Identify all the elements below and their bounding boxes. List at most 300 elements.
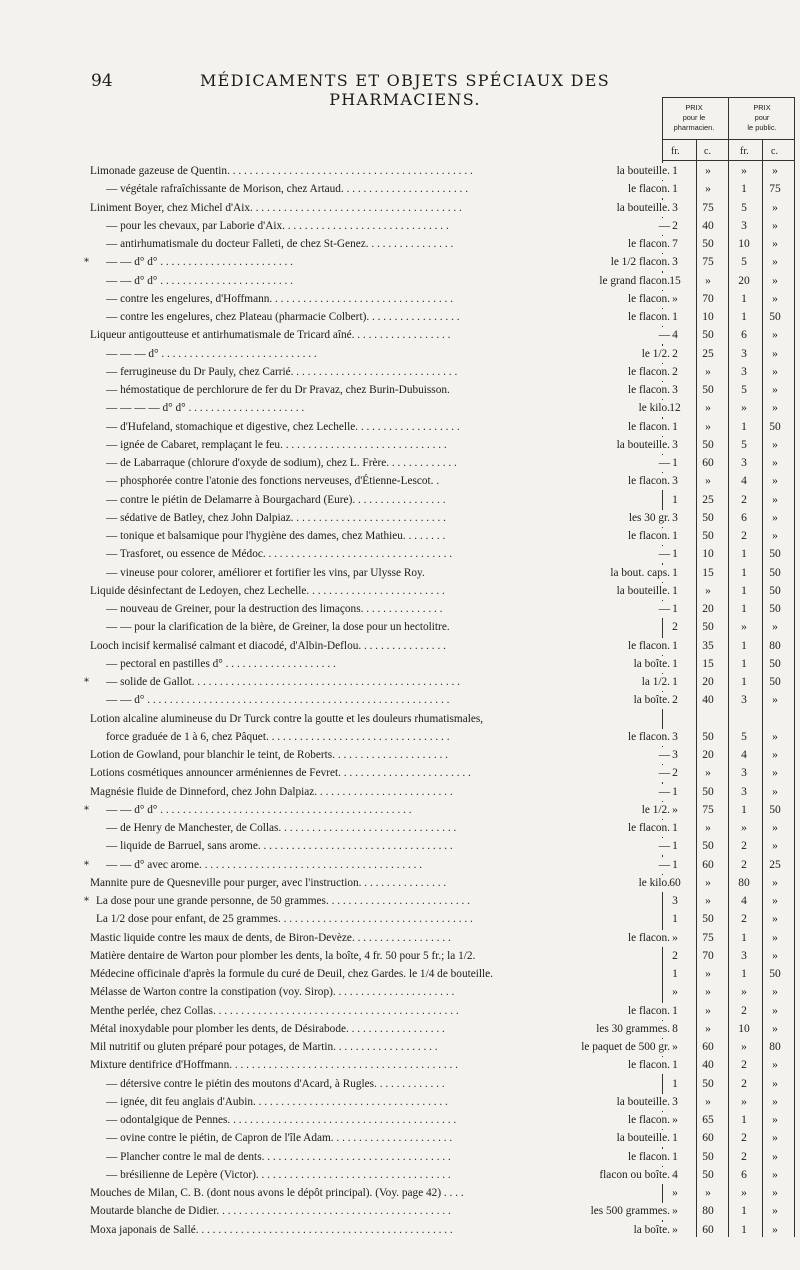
item-description: — brésilienne de Lepère (Victor). . . . . . . . . . . . . . . . . . . . . . . . . . . . . . . . . . . bbox=[106, 1168, 451, 1181]
item-description: Mil nutritif ou gluten préparé pour potages, de Martin. . . . . . . . . . . . . . . . . . . bbox=[90, 1041, 438, 1053]
item-description: Magnésie fluide de Dinneford, chez John Dalpiaz. . . . . . . . . . . . . . . . . . . . . . . . . bbox=[90, 785, 453, 798]
price-public-centimes: » bbox=[772, 256, 778, 269]
list-item bbox=[90, 1185, 795, 1202]
price-pharmacist-francs: 8 bbox=[672, 1022, 678, 1035]
price-public-francs: » bbox=[741, 822, 747, 834]
item-description: Mannite pure de Quesneville pour purger, avec l'instruction. . . . . . . . . . . . . . . . bbox=[90, 876, 447, 889]
list-item bbox=[84, 893, 795, 910]
price-pharmacist-francs: 1 bbox=[672, 548, 678, 561]
price-public-centimes: » bbox=[772, 292, 778, 305]
price-pharmacist-francs: 3 bbox=[672, 475, 678, 488]
list-item bbox=[84, 802, 795, 819]
item-description: Lotions cosmétiques announcer arméniennes de Fevret. . . . . . . . . . . . . . . . . . . . . . . . bbox=[90, 767, 471, 780]
list-item bbox=[90, 1057, 795, 1074]
price-public-centimes: » bbox=[772, 511, 778, 524]
price-pharmacist-francs: 1 bbox=[672, 913, 678, 926]
item-description: — ignée, dit feu anglais d'Aubin. . . . . . . . . . . . . . . . . . . . . . . . . . . . . . . . . . . bbox=[106, 1095, 448, 1108]
item-description: — contre les engelures, chez Plateau (pharmacie Colbert). . . . . . . . . . . . . . . . . bbox=[106, 311, 460, 323]
price-public-centimes: » bbox=[772, 1132, 778, 1145]
item-description: — sédative de Batley, chez John Dalpiaz. . . . . . . . . . . . . . . . . . . . . . . . . . . . bbox=[106, 511, 446, 524]
price-public-centimes: » bbox=[772, 913, 778, 926]
price-public-francs: 6 bbox=[741, 1168, 747, 1181]
asterisk-mark: * bbox=[84, 804, 89, 816]
price-pharmacist-francs: 1 bbox=[672, 1059, 678, 1072]
pharmacist-price-header bbox=[662, 97, 726, 139]
price-pharmacist-centimes: 50 bbox=[702, 913, 714, 926]
item-unit: la bouteille. bbox=[614, 1130, 670, 1147]
price-pharmacist-francs: 3 bbox=[672, 749, 678, 761]
item-unit: le flacon. bbox=[625, 820, 670, 837]
price-pharmacist-centimes: 65 bbox=[702, 1114, 714, 1126]
price-pharmacist-francs: » bbox=[672, 1041, 678, 1053]
price-public-centimes: 80 bbox=[769, 1041, 781, 1053]
price-public-centimes: 50 bbox=[769, 603, 781, 615]
price-public-centimes: » bbox=[772, 165, 778, 177]
item-unit: la 1/2. bbox=[639, 674, 670, 691]
item-description: Liniment Boyer, chez Michel d'Aix. . . . . . . . . . . . . . . . . . . . . . . . . . . . . . . . . . . . . . bbox=[90, 201, 462, 214]
list-item bbox=[90, 1039, 795, 1056]
price-pharmacist-centimes: 50 bbox=[702, 511, 714, 524]
price-public-francs: 2 bbox=[741, 858, 747, 871]
list-item bbox=[90, 692, 795, 709]
price-public-centimes: » bbox=[772, 694, 778, 707]
price-pharmacist-centimes: 50 bbox=[702, 1077, 714, 1090]
price-pharmacist-centimes: » bbox=[705, 420, 711, 433]
item-unit: le flacon. bbox=[625, 291, 670, 308]
item-unit: le flacon. bbox=[625, 930, 670, 947]
price-public-centimes: » bbox=[772, 1114, 778, 1126]
price-pharmacist-francs: 1 bbox=[672, 183, 678, 196]
price-public-centimes: » bbox=[772, 402, 778, 415]
item-description: Looch incisif kermalisé calmant et diacodé, d'Albin-Deflou. . . . . . . . . . . . . . . . bbox=[90, 639, 446, 652]
item-description: — tonique et balsamique pour l'hygiène des dames, chez Mathieu. . . . . . . . bbox=[106, 530, 446, 542]
item-description: Lotion de Gowland, pour blanchir le teint, de Roberts. . . . . . . . . . . . . . . . . . . . . bbox=[90, 749, 448, 761]
price-pharmacist-centimes: 25 bbox=[702, 493, 714, 506]
price-public-centimes: » bbox=[772, 785, 778, 798]
price-public-francs: 2 bbox=[741, 1059, 747, 1072]
price-public-centimes: » bbox=[772, 384, 778, 396]
price-pharmacist-francs: 3 bbox=[672, 1095, 678, 1108]
price-public-francs: 5 bbox=[741, 256, 747, 269]
item-unit: le flacon. bbox=[625, 528, 670, 545]
item-description: — — d° d° . . . . . . . . . . . . . . . . . . . . . . . . . . . . . . . . . . . . . . . . . . . . . bbox=[106, 803, 412, 816]
price-public-centimes: » bbox=[772, 457, 778, 469]
price-public-centimes: » bbox=[772, 822, 778, 834]
price-pharmacist-centimes: 40 bbox=[702, 1059, 714, 1072]
price-pharmacist-francs: 1 bbox=[672, 584, 678, 597]
item-description: Moxa japonais de Sallé. . . . . . . . . . . . . . . . . . . . . . . . . . . . . . . . . . . . . . . . . . . . . . bbox=[90, 1223, 453, 1236]
item-description: — végétale rafraîchissante de Morison, chez Artaud. . . . . . . . . . . . . . . . . . . . . . . bbox=[106, 183, 469, 196]
item-description: — détersive contre le piétin des moutons d'Acard, à Rugles. . . . . . . . . . . . . bbox=[106, 1077, 445, 1090]
list-item bbox=[90, 546, 795, 563]
item-description: — de Labarraque (chlorure d'oxyde de sodium), chez L. Frère. . . . . . . . . . . . . bbox=[106, 457, 457, 469]
unit-centime-pharmacist: c. bbox=[704, 146, 711, 157]
price-public-centimes: » bbox=[772, 1187, 778, 1199]
price-public-francs: 1 bbox=[741, 420, 747, 433]
price-pharmacist-centimes: 10 bbox=[702, 311, 714, 323]
price-public-centimes: » bbox=[772, 1077, 778, 1090]
item-unit: le 1/2. bbox=[639, 802, 670, 819]
price-pharmacist-francs: 4 bbox=[672, 329, 678, 342]
price-public-centimes: » bbox=[772, 1205, 778, 1218]
item-unit: le flacon. bbox=[625, 638, 670, 655]
price-public-francs: 1 bbox=[741, 676, 747, 688]
price-public-francs: 2 bbox=[741, 1132, 747, 1145]
list-item bbox=[90, 638, 795, 655]
list-item bbox=[90, 346, 795, 363]
unit-centime-public: c. bbox=[771, 146, 778, 157]
price-pharmacist-francs: 1 bbox=[672, 1077, 678, 1090]
price-pharmacist-francs: 3 bbox=[672, 438, 678, 451]
list-item bbox=[90, 236, 795, 253]
item-description: Métal inoxydable pour plomber les dents, de Désirabode. . . . . . . . . . . . . . . . . . bbox=[90, 1022, 445, 1035]
price-pharmacist-centimes: 50 bbox=[702, 840, 714, 853]
list-item bbox=[90, 838, 795, 855]
price-pharmacist-centimes: » bbox=[705, 1022, 711, 1035]
item-description: — Plancher contre le mal de dents. . . . . . . . . . . . . . . . . . . . . . . . . . . . . . . . . . bbox=[106, 1150, 451, 1163]
price-public-francs: 1 bbox=[741, 803, 747, 816]
price-public-centimes: 50 bbox=[769, 968, 781, 980]
item-description: — d'Hufeland, stomachique et digestive, chez Lechelle. . . . . . . . . . . . . . . . . . . bbox=[106, 420, 460, 433]
price-public-francs: » bbox=[741, 402, 747, 415]
price-pharmacist-francs: » bbox=[672, 986, 678, 999]
item-unit: la boîte. bbox=[631, 1222, 670, 1239]
price-pharmacist-centimes: » bbox=[705, 274, 711, 287]
item-description: — ovine contre le piétin, de Capron de l'île Adam. . . . . . . . . . . . . . . . . . . . . . bbox=[106, 1132, 453, 1145]
item-unit: le flacon. bbox=[625, 382, 670, 399]
list-item bbox=[90, 473, 795, 490]
item-unit: le flacon. bbox=[625, 236, 670, 253]
list-item bbox=[90, 400, 795, 417]
price-public-centimes: » bbox=[772, 949, 778, 962]
price-public-centimes: » bbox=[772, 219, 778, 232]
price-public-centimes: » bbox=[772, 201, 778, 214]
asterisk-mark: * bbox=[84, 896, 89, 907]
price-public-francs: 1 bbox=[741, 639, 747, 652]
price-pharmacist-centimes: 70 bbox=[702, 292, 714, 305]
running-title: MÉDICAMENTS ET OBJETS SPÉCIAUX DES PHARMACIENS. bbox=[199, 71, 611, 109]
item-unit: le 1/2. bbox=[639, 346, 670, 363]
price-pharmacist-francs: 1 bbox=[672, 420, 678, 433]
item-unit: les 500 grammes. bbox=[588, 1203, 670, 1220]
price-public-francs: 1 bbox=[741, 968, 747, 980]
price-pharmacist-centimes: » bbox=[705, 822, 711, 834]
price-pharmacist-centimes: 35 bbox=[702, 639, 714, 652]
price-pharmacist-francs: 2 bbox=[672, 219, 678, 232]
price-pharmacist-centimes: 20 bbox=[702, 676, 714, 688]
list-item bbox=[90, 1094, 795, 1111]
item-unit: — bbox=[656, 327, 670, 344]
item-unit: le flacon. bbox=[625, 1112, 670, 1129]
item-description: — — d° avec arome. . . . . . . . . . . . . . . . . . . . . . . . . . . . . . . . . . . . . . . . bbox=[106, 858, 423, 871]
price-public-centimes: » bbox=[772, 1004, 778, 1017]
item-unit: le kilo. bbox=[636, 400, 670, 417]
price-pharmacist-francs: 1 bbox=[672, 493, 678, 506]
price-pharmacist-francs: 1 bbox=[672, 1150, 678, 1163]
item-unit: le flacon. bbox=[625, 419, 670, 436]
item-description: Mastic liquide contre les maux de dents, de Biron-Devèze. . . . . . . . . . . . . . . . . . bbox=[90, 931, 451, 944]
price-pharmacist-centimes: 15 bbox=[702, 657, 714, 670]
price-pharmacist-francs: 3 bbox=[672, 511, 678, 524]
price-public-francs: 1 bbox=[741, 657, 747, 670]
price-pharmacist-francs: 3 bbox=[672, 384, 678, 396]
item-description: — hémostatique de perchlorure de fer du Dr Pravaz, chez Burin-Dubuisson. bbox=[106, 384, 450, 396]
item-description: Médecine officinale d'après la formule du curé de Deuil, chez Gardes. le 1/4 de bouteille. bbox=[90, 968, 494, 980]
price-public-francs: 1 bbox=[741, 1205, 747, 1218]
price-pharmacist-francs: 15 bbox=[669, 274, 681, 287]
price-public-centimes: 50 bbox=[769, 420, 781, 433]
price-pharmacist-centimes: » bbox=[705, 475, 711, 488]
price-public-francs: 6 bbox=[741, 329, 747, 342]
item-description: — antirhumatismale du docteur Falleti, de chez St-Genez. . . . . . . . . . . . . . . . bbox=[106, 238, 454, 250]
price-public-francs: » bbox=[741, 1187, 747, 1199]
price-public-francs: 1 bbox=[741, 603, 747, 615]
price-pharmacist-centimes: 50 bbox=[702, 384, 714, 396]
price-pharmacist-francs: 1 bbox=[672, 457, 678, 469]
price-pharmacist-centimes: » bbox=[705, 986, 711, 999]
price-pharmacist-francs: 4 bbox=[672, 1168, 678, 1181]
price-public-centimes: 50 bbox=[769, 311, 781, 323]
price-public-francs: » bbox=[741, 1095, 747, 1108]
price-pharmacist-centimes: 50 bbox=[702, 438, 714, 451]
price-pharmacist-francs: 2 bbox=[672, 347, 678, 360]
price-pharmacist-francs: 12 bbox=[669, 402, 681, 415]
item-description: — — d° d° . . . . . . . . . . . . . . . . . . . . . . . . bbox=[106, 274, 293, 287]
item-description: — — — — d° d° . . . . . . . . . . . . . . . . . . . . . bbox=[106, 402, 305, 415]
price-pharmacist-francs: 1 bbox=[672, 603, 678, 615]
item-description: Moutarde blanche de Didier. . . . . . . . . . . . . . . . . . . . . . . . . . . . . . . . . . . . . . . . . . bbox=[90, 1205, 451, 1218]
public-price-label: PRIX pour le public. bbox=[747, 103, 777, 132]
price-public-francs: 1 bbox=[741, 311, 747, 323]
item-unit: le kilo. bbox=[636, 875, 670, 892]
item-unit: flacon ou boîte. bbox=[596, 1167, 670, 1184]
list-item bbox=[90, 419, 795, 436]
price-public-centimes: » bbox=[772, 1059, 778, 1072]
price-pharmacist-francs: 1 bbox=[672, 165, 678, 177]
item-unit: le flacon. bbox=[625, 729, 670, 746]
list-item bbox=[90, 966, 795, 983]
list-item bbox=[90, 455, 795, 472]
price-public-centimes: 50 bbox=[769, 657, 781, 670]
item-unit: le flacon. bbox=[625, 1149, 670, 1166]
item-description: Mixture dentifrice d'Hoffmann. . . . . . . . . . . . . . . . . . . . . . . . . . . . . . . . . . . . . . . . . bbox=[90, 1059, 458, 1072]
price-pharmacist-francs: 1 bbox=[672, 840, 678, 853]
price-pharmacist-francs: 1 bbox=[672, 530, 678, 542]
price-pharmacist-francs: » bbox=[672, 1187, 678, 1199]
price-pharmacist-centimes: 60 bbox=[702, 1041, 714, 1053]
list-item bbox=[90, 1222, 795, 1239]
price-pharmacist-francs: 7 bbox=[672, 238, 678, 250]
item-description: — solide de Gallot. . . . . . . . . . . . . . . . . . . . . . . . . . . . . . . . . . . . . . . . . . . . . . . . bbox=[106, 676, 460, 688]
list-item bbox=[90, 309, 795, 326]
price-public-centimes: 50 bbox=[769, 566, 781, 579]
item-unit: — bbox=[656, 747, 670, 764]
item-description: — contre les engelures, d'Hoffmann. . . . . . . . . . . . . . . . . . . . . . . . . . . . . . . . . bbox=[106, 292, 453, 305]
price-pharmacist-centimes: 50 bbox=[702, 730, 714, 743]
price-public-centimes: » bbox=[772, 986, 778, 999]
price-public-francs: » bbox=[741, 1041, 747, 1053]
list-item bbox=[90, 492, 795, 509]
item-description: — pectoral en pastilles d° . . . . . . . . . . . . . . . . . . . . bbox=[106, 657, 336, 670]
price-public-francs: 1 bbox=[741, 931, 747, 944]
price-pharmacist-centimes: 60 bbox=[702, 457, 714, 469]
list-item bbox=[84, 254, 795, 271]
price-pharmacist-centimes: » bbox=[705, 1004, 711, 1017]
price-public-francs: 2 bbox=[741, 840, 747, 853]
price-public-francs: 1 bbox=[741, 1114, 747, 1126]
list-item bbox=[90, 200, 795, 217]
list-item bbox=[90, 1203, 795, 1220]
price-public-centimes: » bbox=[772, 895, 778, 907]
item-unit: la bout. caps. bbox=[607, 565, 670, 582]
list-item bbox=[90, 583, 795, 600]
price-pharmacist-francs: 60 bbox=[669, 876, 681, 889]
list-item bbox=[90, 875, 795, 892]
price-public-centimes: » bbox=[772, 876, 778, 889]
price-public-centimes: » bbox=[772, 767, 778, 780]
price-public-francs: 3 bbox=[741, 694, 747, 707]
price-pharmacist-francs: 3 bbox=[672, 201, 678, 214]
price-public-centimes: 50 bbox=[769, 803, 781, 816]
price-pharmacist-francs: 3 bbox=[672, 256, 678, 269]
list-item bbox=[90, 656, 795, 673]
item-description: — odontalgique de Pennes. . . . . . . . . . . . . . . . . . . . . . . . . . . . . . . . . . . . . . . . . bbox=[106, 1114, 457, 1126]
item-unit: la bouteille. bbox=[614, 1094, 670, 1111]
price-public-centimes: 75 bbox=[769, 183, 781, 196]
price-pharmacist-centimes: 50 bbox=[702, 1150, 714, 1163]
price-public-francs: 2 bbox=[741, 1150, 747, 1163]
item-unit: le flacon. bbox=[625, 364, 670, 381]
price-pharmacist-centimes: 50 bbox=[702, 329, 714, 342]
item-description: — — d° . . . . . . . . . . . . . . . . . . . . . . . . . . . . . . . . . . . . . . . . . . . . . . . . . . . . . . bbox=[106, 694, 450, 707]
price-public-francs: 5 bbox=[741, 201, 747, 214]
public-price-header bbox=[730, 97, 794, 139]
price-public-francs: 1 bbox=[741, 183, 747, 196]
item-unit: — bbox=[656, 838, 670, 855]
item-description: Limonade gazeuse de Quentin. . . . . . . . . . . . . . . . . . . . . . . . . . . . . . . . . . . . . . . . . . . . bbox=[90, 165, 473, 177]
price-pharmacist-centimes: 50 bbox=[702, 1168, 714, 1181]
price-public-francs: 1 bbox=[741, 548, 747, 561]
price-pharmacist-centimes: 60 bbox=[702, 858, 714, 871]
price-public-centimes: » bbox=[772, 329, 778, 342]
list-item bbox=[90, 711, 795, 728]
price-pharmacist-centimes: » bbox=[705, 165, 711, 177]
item-description: Menthe perlée, chez Collas. . . . . . . . . . . . . . . . . . . . . . . . . . . . . . . . . . . . . . . . . . . . bbox=[90, 1004, 459, 1017]
item-description: — — d° d° . . . . . . . . . . . . . . . . . . . . . . . . bbox=[106, 256, 293, 269]
list-item bbox=[90, 948, 795, 965]
price-pharmacist-centimes: 50 bbox=[702, 530, 714, 542]
price-pharmacist-francs: 1 bbox=[672, 566, 678, 579]
price-pharmacist-francs: 1 bbox=[672, 311, 678, 323]
price-public-francs: » bbox=[741, 986, 747, 999]
price-pharmacist-centimes: 40 bbox=[702, 694, 714, 707]
item-unit: — bbox=[656, 784, 670, 801]
list-item bbox=[90, 601, 795, 618]
price-public-francs: 5 bbox=[741, 730, 747, 743]
price-public-francs: 2 bbox=[741, 530, 747, 542]
price-pharmacist-centimes: 75 bbox=[702, 803, 714, 816]
item-description: Matière dentaire de Warton pour plomber les dents, la boîte, 4 fr. 50 pour 5 fr.; la 1/2. bbox=[90, 949, 476, 962]
list-item bbox=[90, 273, 795, 290]
price-pharmacist-centimes: » bbox=[705, 584, 711, 597]
price-public-centimes: » bbox=[772, 1150, 778, 1163]
price-public-francs: 3 bbox=[741, 347, 747, 360]
price-public-centimes: 25 bbox=[769, 858, 781, 871]
price-pharmacist-francs: 1 bbox=[672, 676, 678, 688]
list-item bbox=[90, 911, 795, 928]
price-public-centimes: » bbox=[772, 347, 778, 360]
price-public-centimes: » bbox=[772, 749, 778, 761]
price-pharmacist-centimes: » bbox=[705, 365, 711, 378]
price-pharmacist-francs: » bbox=[672, 931, 678, 944]
item-unit: — bbox=[656, 455, 670, 472]
item-unit: le flacon. bbox=[625, 181, 670, 198]
list-item bbox=[90, 747, 795, 764]
price-pharmacist-francs: 2 bbox=[672, 694, 678, 707]
item-description: force graduée de 1 à 6, chez Pâquet. . . . . . . . . . . . . . . . . . . . . . . . . . . . . . . . . bbox=[106, 730, 450, 743]
list-item bbox=[90, 1021, 795, 1038]
item-description: — — — d° . . . . . . . . . . . . . . . . . . . . . . . . . . . . bbox=[106, 347, 317, 360]
price-public-centimes: » bbox=[772, 1095, 778, 1108]
item-unit: la boîte. bbox=[631, 692, 670, 709]
price-public-centimes: » bbox=[772, 365, 778, 378]
price-public-francs: 20 bbox=[738, 274, 750, 287]
item-description: — pour les chevaux, par Laborie d'Aix. . . . . . . . . . . . . . . . . . . . . . . . . . . . . . bbox=[106, 219, 449, 232]
item-description: Liqueur antigoutteuse et antirhumatismale de Tricard aîné. . . . . . . . . . . . . . . . . . bbox=[90, 329, 451, 342]
price-pharmacist-centimes: 60 bbox=[702, 1132, 714, 1145]
price-public-francs: » bbox=[741, 621, 747, 634]
list-item bbox=[90, 218, 795, 235]
price-public-centimes: 80 bbox=[769, 639, 781, 652]
price-public-centimes: » bbox=[772, 274, 778, 287]
price-pharmacist-centimes: 80 bbox=[702, 1205, 714, 1218]
price-pharmacist-centimes: » bbox=[705, 1095, 711, 1108]
pharmacist-price-label: PRIX pour le pharmacien. bbox=[673, 103, 715, 132]
price-pharmacist-francs: 1 bbox=[672, 858, 678, 871]
price-pharmacist-centimes: 10 bbox=[702, 548, 714, 561]
price-pharmacist-francs: 1 bbox=[672, 968, 678, 980]
price-public-francs: 2 bbox=[741, 493, 747, 506]
list-item bbox=[90, 729, 795, 746]
item-description: Liquide désinfectant de Ledoyen, chez Lechelle. . . . . . . . . . . . . . . . . . . . . . . . . bbox=[90, 584, 445, 597]
price-pharmacist-centimes: 50 bbox=[702, 238, 714, 250]
price-public-francs: 1 bbox=[741, 584, 747, 597]
price-pharmacist-centimes: » bbox=[705, 1187, 711, 1199]
price-pharmacist-centimes: 60 bbox=[702, 1223, 714, 1236]
item-unit: le paquet de 500 gr. bbox=[578, 1039, 670, 1056]
price-public-centimes: » bbox=[772, 1168, 778, 1181]
price-pharmacist-francs: 1 bbox=[672, 1132, 678, 1145]
price-public-centimes: » bbox=[772, 621, 778, 634]
price-public-francs: 3 bbox=[741, 365, 747, 378]
item-description: — ignée de Cabaret, remplaçant le feu. . . . . . . . . . . . . . . . . . . . . . . . . . . . . . bbox=[106, 438, 447, 451]
price-pharmacist-francs: 2 bbox=[672, 949, 678, 962]
price-pharmacist-centimes: 50 bbox=[702, 785, 714, 798]
price-public-francs: 4 bbox=[741, 475, 747, 488]
item-description: — liquide de Barruel, sans arome. . . . . . . . . . . . . . . . . . . . . . . . . . . . . . . . . . . bbox=[106, 840, 453, 853]
list-item bbox=[90, 1003, 795, 1020]
item-description: — ferrugineuse du Dr Pauly, chez Carrié. . . . . . . . . . . . . . . . . . . . . . . . . . . . . . bbox=[106, 365, 458, 378]
list-item bbox=[90, 1076, 795, 1093]
price-pharmacist-centimes: 40 bbox=[702, 219, 714, 232]
price-public-francs: 6 bbox=[741, 511, 747, 524]
price-public-francs: 4 bbox=[741, 895, 747, 907]
list-item bbox=[90, 765, 795, 782]
list-item bbox=[84, 857, 795, 874]
price-pharmacist-francs: 1 bbox=[672, 822, 678, 834]
list-item bbox=[90, 984, 795, 1001]
price-public-centimes: » bbox=[772, 438, 778, 451]
